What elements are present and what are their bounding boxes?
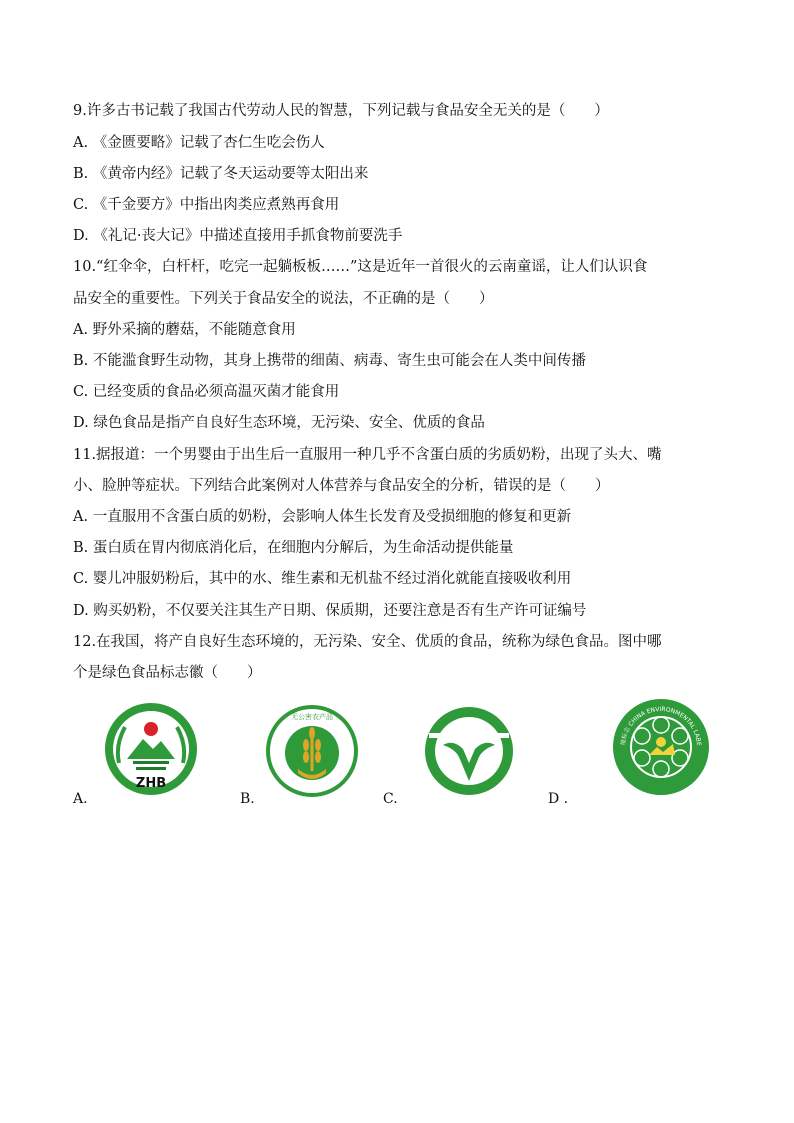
question-11-option-c: C. 婴儿冲服奶粉后，其中的水、维生素和无机盐不经过消化就能直接吸收利用 (73, 571, 572, 587)
question-11-stem-line-1: 11.据报道：一个男婴由于出生后一直服用一种几乎不含蛋白质的劣质奶粉，出现了头大、嘴 (73, 447, 662, 463)
environmental-labelling-logo-text: 境标志 CHINA ENVIRONMENTAL LABE (619, 705, 703, 747)
question-9-option-a: A. 《金匮要略》记载了杏仁生吃会伤人 (73, 135, 325, 151)
question-12-stem-line-2: 个是绿色食品标志徽（ ） (73, 665, 262, 681)
question-11-option-d: D. 购买奶粉，不仅要关注其生产日期、保质期，还要注意是否有生产许可证编号 (73, 603, 587, 619)
question-9-option-b: B. 《黄帝内经》记载了冬天运动要等太阳出来 (73, 166, 369, 182)
logo-option-c-label: C. (383, 791, 398, 807)
question-11-option-a: A. 一直服用不含蛋白质的奶粉，会影响人体生长发育及受损细胞的修复和更新 (73, 509, 572, 525)
question-10-option-c: C. 已经变质的食品必须高温灭菌才能食用 (73, 384, 340, 400)
logo-option-b-label: B. (240, 791, 255, 807)
logo-option-d-label: D . (548, 791, 569, 807)
question-9-option-d: D. 《礼记·丧大记》中描述直接用手抓食物前要洗手 (73, 228, 403, 244)
green-food-logo-icon (421, 705, 517, 797)
question-10-option-d: D. 绿色食品是指产自良好生态环境，无污染、安全、优质的食品 (73, 415, 485, 431)
question-10-option-a: A. 野外采摘的蘑菇，不能随意食用 (73, 322, 296, 338)
question-10-stem-line-2: 品安全的重要性。下列关于食品安全的说法，不正确的是（ ） (73, 291, 494, 307)
question-10-stem-line-1: 10.“红伞伞，白杆杆，吃完一起躺板板……”这是近年一首很火的云南童谣，让人们认识食 (73, 259, 648, 275)
zhb-logo-text: ZHB (135, 776, 167, 791)
question-10-option-b: B. 不能滥食野生动物，其身上携带的细菌、病毒、寄生虫可能会在人类中间传播 (73, 353, 586, 369)
question-12-stem-line-1: 12.在我国，将产自良好生态环境的，无污染、安全、优质的食品，统称为绿色食品。图中哪 (73, 634, 662, 650)
china-environmental-labelling-logo-icon (611, 697, 711, 797)
zhb-environmental-logo-icon (103, 701, 199, 797)
question-11-option-b: B. 蛋白质在胃内彻底消化后，在细胞内分解后，为生命活动提供能量 (73, 540, 514, 556)
question-9-stem: 9.许多古书记载了我国古代劳动人民的智慧，下列记载与食品安全无关的是（ ） (73, 103, 609, 119)
question-11-stem-line-2: 小、脸肿等症状。下列结合此案例对人体营养与食品安全的分析，错误的是（ ） (73, 478, 610, 494)
pollution-free-agricultural-product-logo-icon (264, 703, 360, 799)
question-9-option-c: C. 《千金要方》中指出肉类应煮熟再食用 (73, 197, 340, 213)
pollution-free-logo-text: 无公害农产品 (291, 713, 333, 721)
logo-option-a-label: A. (73, 791, 88, 807)
